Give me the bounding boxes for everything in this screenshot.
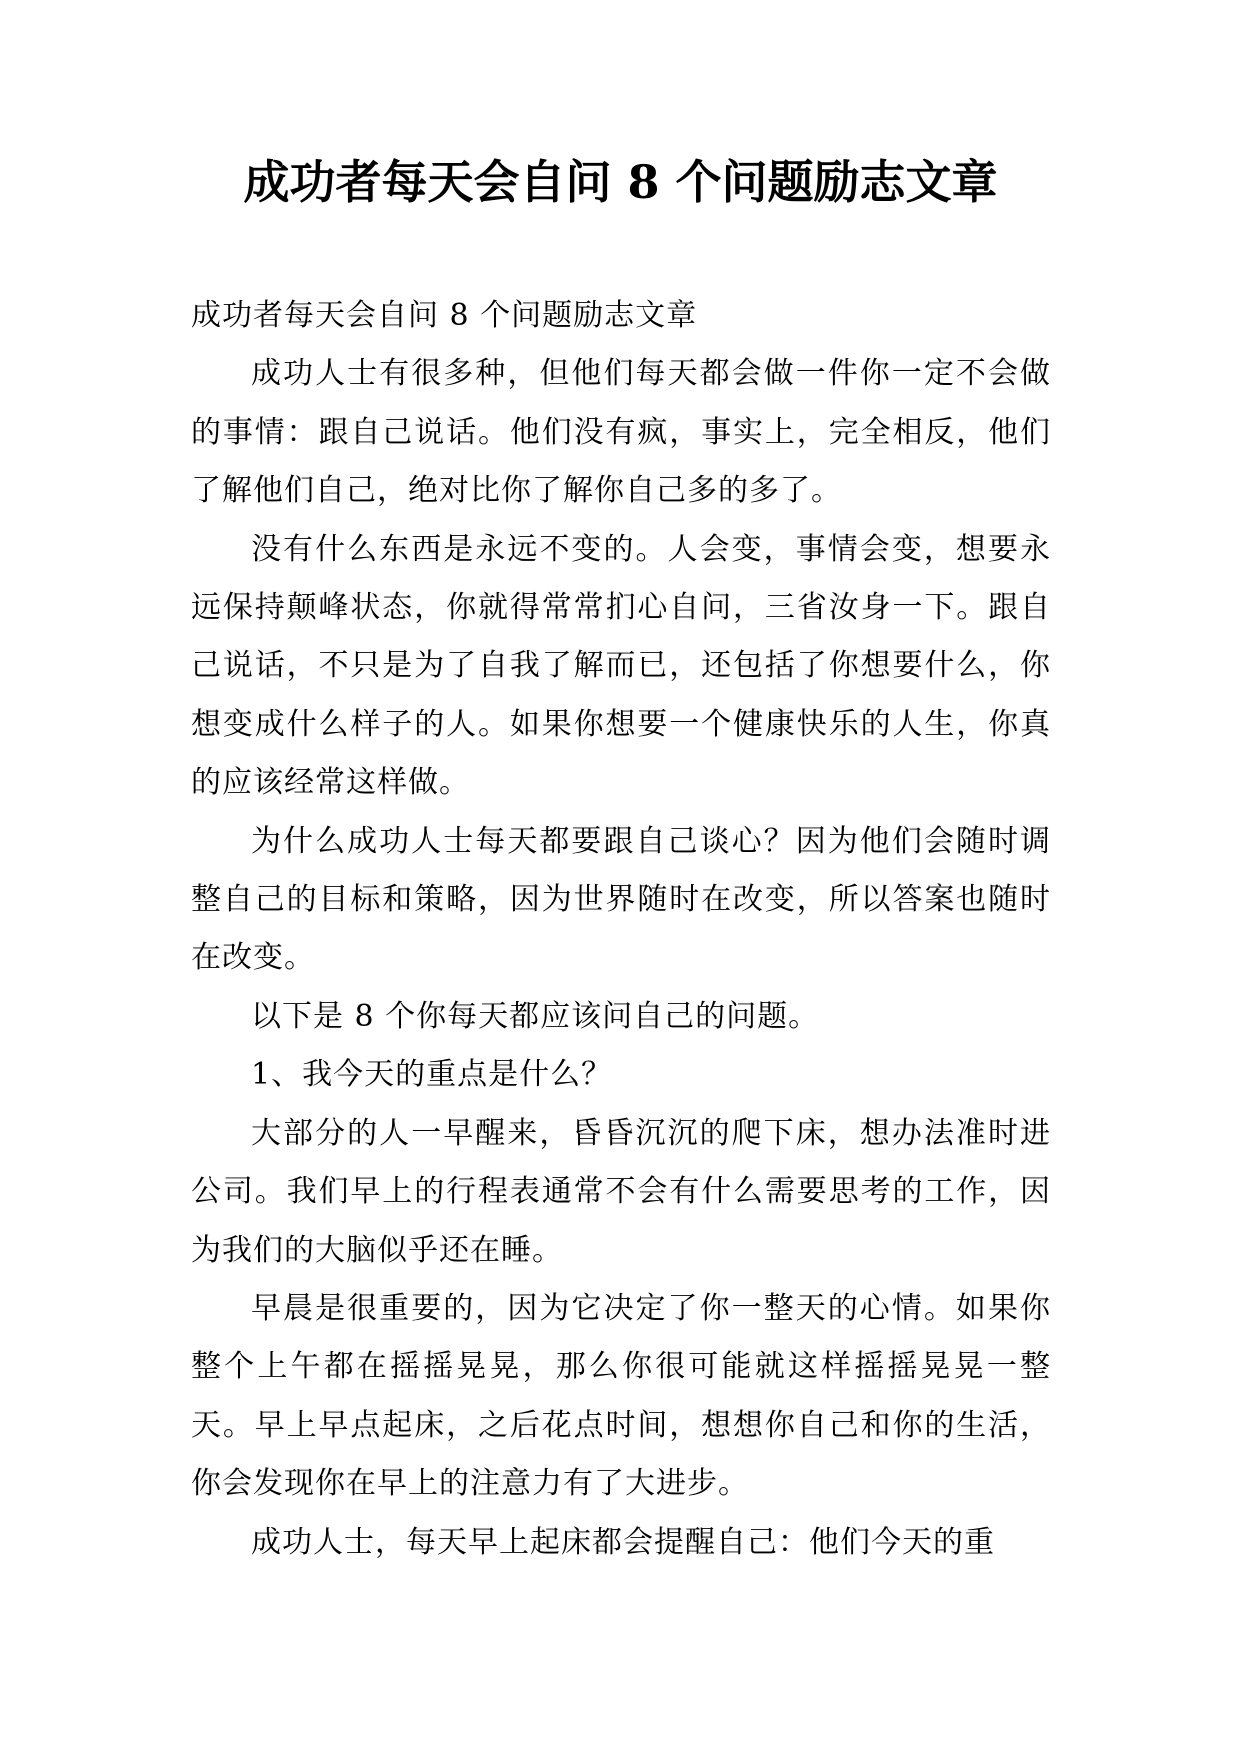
paragraph: 成功者每天会自问 8 个问题励志文章: [191, 298, 698, 333]
paragraph: 大部分的人一早醒来，昏昏沉沉的爬下床，想办法准时进公司。我们早上的行程表通常不会有什么需要思考的工作，因为我们的大脑似乎还在睡。: [191, 1115, 1051, 1268]
paragraph: 1、我今天的重点是什么？: [251, 1057, 613, 1093]
paragraph: 成功人士有很多种，但他们每天都会做一件你一定不会做的事情：跟自己说话。他们没有疯，事实上，完全相反，他们了解他们自己，绝对比你了解你自己多的多了。: [191, 356, 1051, 509]
paragraph: 早晨是很重要的，因为它决定了你一整天的心情。如果你整个上午都在摇摇晃晃，那么你很可能就这样摇摇晃晃一整天。早上早点起床，之后花点时间，想想你自己和你的生活，你会发现你在早上的注意力有了大进步。: [191, 1290, 1051, 1502]
paragraph: 成功人士，每天早上起床都会提醒自己：他们今天的重: [251, 1524, 995, 1560]
paragraph: 为什么成功人士每天都要跟自己谈心？因为他们会随时调整自己的目标和策略，因为世界随时在改变，所以答案也随时在改变。: [191, 823, 1051, 976]
document-title: 成功者每天会自问 8 个问题励志文章: [243, 155, 998, 209]
document-body: [191, 287, 1051, 1572]
paragraph: 以下是 8 个你每天都应该问自己的问题。: [251, 998, 820, 1034]
paragraph: 没有什么东西是永远不变的。人会变，事情会变，想要永远保持颠峰状态，你就得常常扪心自问，三省汝身一下。跟自己说话，不只是为了自我了解而已，还包括了你想要什么，你想变成什么样子的人。如果你想要一个健康快乐的人生，你真的应该经常这样做。: [191, 531, 1051, 801]
